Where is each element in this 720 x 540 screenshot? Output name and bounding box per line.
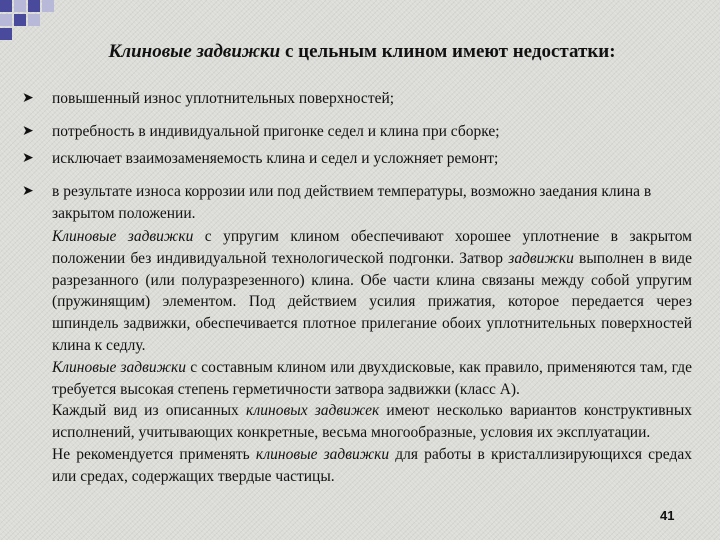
square-icon [14,14,26,26]
square-icon [0,0,12,12]
square-icon [0,14,12,26]
italic-term: Клиновые задвижки [52,358,187,376]
paragraph-text: с составным клином или двухдисковые, как правило, применяются там, где требуется высокая степень герметичности затвора задвижки (класс А). [52,358,692,398]
arrow-bullet-icon: ➤ [22,151,34,166]
square-icon [42,0,54,12]
italic-term: задвижки [508,249,574,267]
paragraph-text: Каждый вид из описанных [52,402,246,420]
italic-term: клиновых задвижек [245,402,380,420]
paragraph [52,357,692,401]
paragraph [52,400,692,444]
square-icon [28,14,40,26]
square-icon [14,0,26,12]
arrow-bullet-icon: ➤ [22,184,34,199]
body-text [52,226,692,488]
bullet-text: повышенный износ уплотнительных поверхностей; [52,90,395,107]
paragraph-text: Не рекомендуется применять [52,445,256,463]
bullet-text: потребность в индивидуальной пригонке седел и клина при сборке; [52,123,500,140]
paragraph-text: для работы в кристаллизирующихся средах или средах, содержащих твердые частицы. [52,445,692,485]
paragraph [52,444,692,488]
square-icon [28,0,40,12]
italic-term: клиновые задвижки [255,445,390,463]
paragraph-text: с упругим клином обеспечивают хорошее уплотнение в закрытом положении без индивидуальной технологической подгонки. Затвор [52,228,692,267]
arrow-bullet-icon: ➤ [22,91,34,106]
square-icon [0,28,12,40]
decorative-squares [0,0,80,40]
italic-term: Клиновые задвижки [52,228,194,245]
page-number: 41 [660,508,675,523]
bullet-text: исключает взаимозаменяемость клина и седел и усложняет ремонт; [52,150,499,167]
bullet-text: в результате износа коррозии или под действием температуры, возможно заедания клина в закрытом положении. [52,183,652,222]
paragraph-text: выполнен в виде разрезанного (или полуразрезенного) клина. Обе части клина связаны между собой упругим (пружинящим) элементом. Под действием усилия прижатия, которое передается через шпиндель задвижки, обеспечивается плотное прилегание обоих уплотнительных поверхностей клина к седлу. [52,249,692,354]
paragraph-text: имеют несколько вариантов конструктивных исполнений, учитывающих конкретные, весьма многообразные, условия их эксплуатации. [52,402,693,442]
title-italic: Клиновые задвижки [108,41,281,62]
paragraph [52,226,692,357]
slide-title [92,40,632,64]
arrow-bullet-icon: ➤ [22,124,34,139]
title-rest: с цельным клином имеют недостатки: [280,41,616,62]
